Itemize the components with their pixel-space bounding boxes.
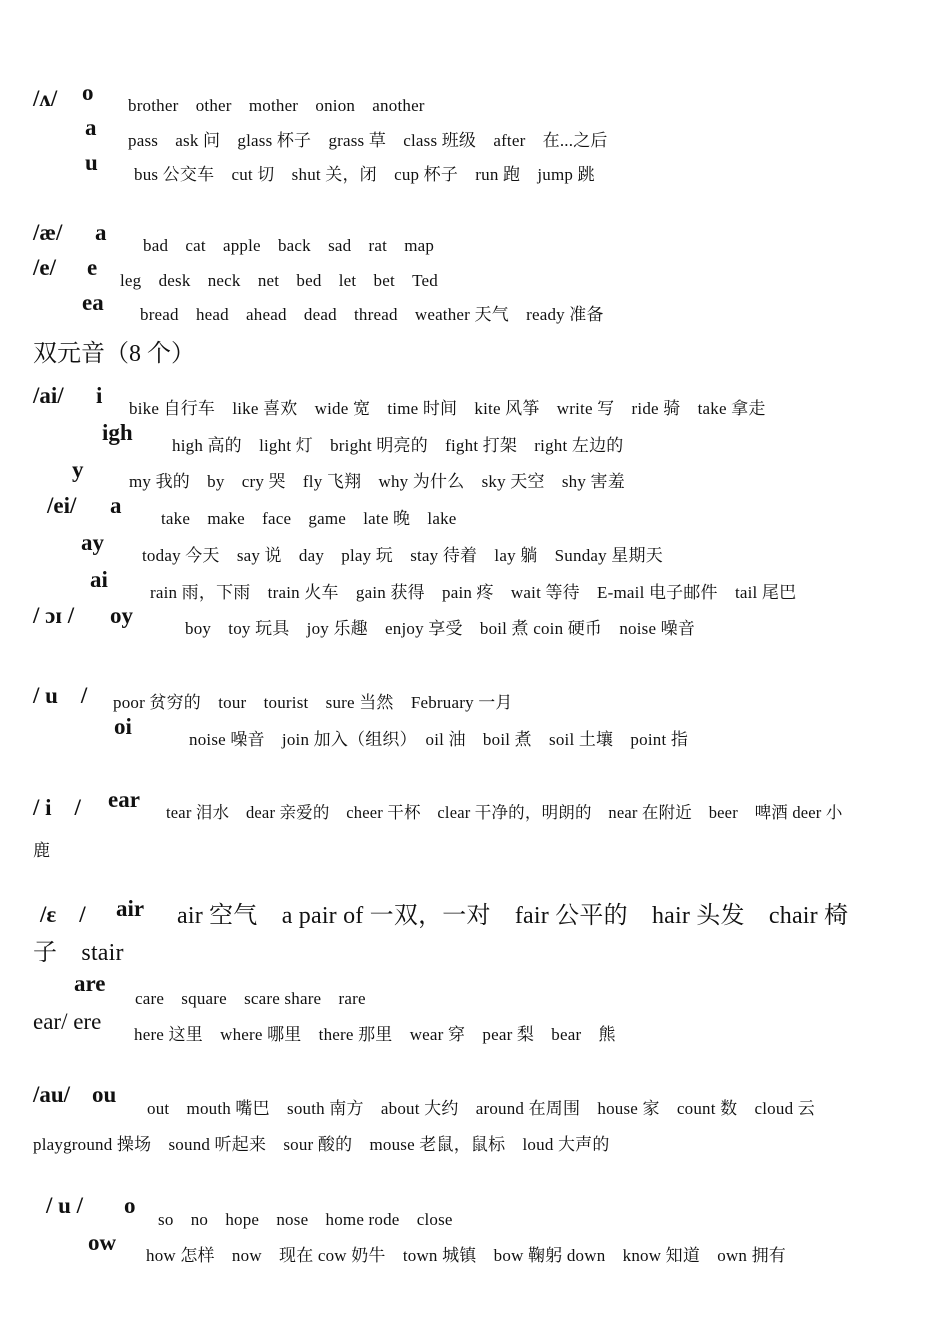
spelling-pattern: a xyxy=(85,115,97,140)
word-list: so no hope nose home rode close xyxy=(158,1210,453,1229)
word-list: today 今天 say 说 day play 玩 stay 待着 lay 躺 Sunday 星期天 xyxy=(142,546,663,565)
word-list: boy toy 玩具 joy 乐趣 enjoy 享受 boil 煮 coin 硬币 noise 噪音 xyxy=(185,619,696,638)
phonetic-symbol: /au/ xyxy=(33,1082,71,1107)
word-list: leg desk neck net bed let bet Ted xyxy=(120,271,438,290)
word-list: air 空气 a pair of 一双，一对 fair 公平的 hair 头发 chair 椅 xyxy=(177,903,849,929)
spelling-pattern: i xyxy=(96,383,103,408)
phonetic-symbol: /ei/ xyxy=(47,493,77,518)
spelling-pattern: ai xyxy=(90,567,108,592)
spelling-pattern: ear xyxy=(108,787,140,812)
word-list: pass ask 问 glass 杯子 grass 草 class 班级 after 在...之后 xyxy=(128,131,608,150)
word-list: noise 噪音 join 加入（组织） oil 油 boil 煮 soil 土壤 point 指 xyxy=(189,730,689,749)
word-list: my 我的 by cry 哭 fly 飞翔 why 为什么 sky 天空 shy 害羞 xyxy=(129,472,625,491)
word-list: out mouth 嘴巴 south 南方 about 大约 around 在周围 house 家 count 数 cloud 云 xyxy=(147,1099,815,1118)
phonetic-symbol: ear/ ere xyxy=(33,1009,102,1034)
spelling-pattern: u xyxy=(85,150,98,175)
spelling-pattern: ea xyxy=(82,290,104,315)
spelling-pattern: o xyxy=(124,1193,136,1218)
word-list: bad cat apple back sad rat map xyxy=(143,236,435,255)
word-list: 鹿 xyxy=(33,841,51,860)
spelling-pattern: ow xyxy=(88,1230,117,1255)
spelling-pattern: ay xyxy=(81,530,104,555)
word-list: poor 贫穷的 tour tourist sure 当然 February 一月 xyxy=(113,693,513,712)
word-list: care square scare share rare xyxy=(135,989,366,1008)
section-heading: 双元音（8 个） xyxy=(33,341,195,367)
spelling-pattern: air xyxy=(116,896,145,921)
phonetic-symbol: /æ/ xyxy=(33,220,63,245)
word-list: playground 操场 sound 听起来 sour 酸的 mouse 老鼠，鼠标 loud 大声的 xyxy=(33,1135,610,1154)
word-list: 子 stair xyxy=(33,940,124,966)
phonetic-symbol: / u / xyxy=(33,683,88,708)
word-list: bike 自行车 like 喜欢 wide 宽 time 时间 kite 风筝 write 写 ride 骑 take 拿走 xyxy=(129,399,766,418)
phonetic-symbol: / u / xyxy=(46,1193,84,1218)
word-list: how 怎样 now 现在 cow 奶牛 town 城镇 bow 鞠躬 down know 知道 own 拥有 xyxy=(146,1246,786,1265)
word-list: brother other mother onion another xyxy=(128,96,425,115)
word-list: high 高的 light 灯 bright 明亮的 fight 打架 right 左边的 xyxy=(172,436,624,455)
spelling-pattern: e xyxy=(87,255,98,280)
spelling-pattern: o xyxy=(82,80,94,105)
word-list: bread head ahead dead thread weather 天气 ready 准备 xyxy=(140,305,604,324)
word-list: tear 泪水 dear 亲爱的 cheer 干杯 clear 干净的，明朗的 near 在附近 beer 啤酒 deer 小 xyxy=(166,803,843,822)
phonetic-symbol: / ɔɪ / xyxy=(33,603,75,628)
spelling-pattern: a xyxy=(110,493,122,518)
spelling-pattern: a xyxy=(95,220,107,245)
spelling-pattern: oi xyxy=(114,714,132,739)
phonetic-symbol: /e/ xyxy=(33,255,56,280)
word-list: here 这里 where 哪里 there 那里 wear 穿 pear 梨 bear 熊 xyxy=(134,1025,616,1044)
word-list: take make face game late 晚 lake xyxy=(161,509,457,528)
spelling-pattern: igh xyxy=(102,420,133,445)
spelling-pattern: oy xyxy=(110,603,133,628)
phonetic-symbol: / i / xyxy=(33,795,81,820)
phonetic-symbol: /ε / xyxy=(40,902,86,927)
spelling-pattern: y xyxy=(72,457,84,482)
spelling-pattern: are xyxy=(74,971,106,996)
phonetic-symbol: /ai/ xyxy=(33,383,64,408)
phonetic-symbol: /ʌ/ xyxy=(33,86,58,111)
word-list: bus 公交车 cut 切 shut 关，闭 cup 杯子 run 跑 jump 跳 xyxy=(134,165,595,184)
word-list: rain 雨，下雨 train 火车 gain 获得 pain 疼 wait 等待 E-mail 电子邮件 tail 尾巴 xyxy=(150,583,797,602)
spelling-pattern: ou xyxy=(92,1082,117,1107)
